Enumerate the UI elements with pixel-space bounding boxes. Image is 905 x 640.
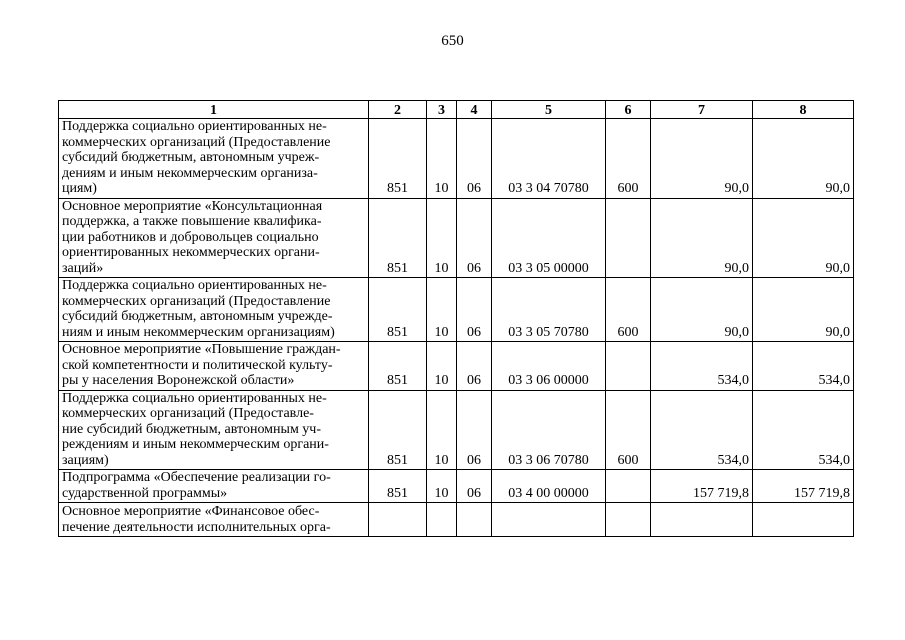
cell-expense-type: [606, 503, 651, 537]
cell-section: 10: [427, 342, 457, 391]
desc-line: поддержка, а также повышение квалифика-: [62, 214, 322, 229]
cell-amount-7: 157 719,8: [651, 470, 753, 503]
cell-subsection: 06: [457, 342, 492, 391]
desc-line: Подпрограмма «Обеспечение реализации го-: [62, 470, 331, 485]
desc-line: ориентированных некоммерческих органи-: [62, 245, 320, 260]
cell-subsection: [457, 503, 492, 537]
cell-subsection: 06: [457, 278, 492, 342]
row-description: [59, 198, 369, 278]
desc-line: дениям и иным некоммерческим организа-: [62, 165, 318, 181]
cell-target-article: 03 3 04 70780: [492, 119, 606, 199]
desc-line: Поддержка социально ориентированных не-: [62, 390, 327, 406]
cell-amount-8: [753, 503, 854, 537]
desc-line: субсидий бюджетным, автономным учреж-: [62, 150, 320, 165]
table-row: [59, 198, 854, 278]
row-description: [59, 503, 369, 537]
cell-section: 10: [427, 390, 457, 470]
cell-ministry-code: 851: [369, 390, 427, 470]
table-row: [59, 119, 854, 199]
budget-table: [58, 100, 854, 537]
desc-line: коммерческих организаций (Предоставление: [62, 134, 331, 150]
desc-line: ние субсидий бюджетным, автономным уч-: [62, 421, 322, 437]
page-number: 650: [441, 33, 464, 49]
cell-expense-type: 600: [606, 278, 651, 342]
desc-line: субсидий бюджетным, автономным учрежде-: [62, 309, 333, 324]
row-description: [59, 278, 369, 342]
cell-expense-type: [606, 470, 651, 503]
cell-amount-7: 534,0: [651, 390, 753, 470]
header-col-1: 1: [59, 101, 369, 119]
cell-amount-7: 90,0: [651, 278, 753, 342]
desc-line: ской компетентности и политической культу-: [62, 357, 333, 373]
cell-target-article: 03 3 05 00000: [492, 198, 606, 278]
cell-subsection: 06: [457, 390, 492, 470]
cell-section: 10: [427, 278, 457, 342]
header-col-2: 2: [369, 101, 427, 119]
cell-amount-8: 90,0: [753, 198, 854, 278]
desc-line: заций»: [62, 260, 104, 276]
desc-line: коммерческих организаций (Предоставле-: [62, 406, 314, 421]
cell-amount-8: 90,0: [753, 119, 854, 199]
cell-amount-8: 90,0: [753, 278, 854, 342]
desc-line: Поддержка социально ориентированных не-: [62, 278, 327, 293]
cell-section: 10: [427, 470, 457, 503]
cell-subsection: 06: [457, 119, 492, 199]
row-description: [59, 390, 369, 470]
cell-expense-type: 600: [606, 119, 651, 199]
cell-ministry-code: 851: [369, 119, 427, 199]
table-row: [59, 503, 854, 537]
desc-line: циям): [62, 181, 97, 196]
cell-subsection: 06: [457, 470, 492, 503]
cell-section: 10: [427, 198, 457, 278]
header-col-5: 5: [492, 101, 606, 119]
desc-line: Основное мероприятие «Консультационная: [62, 198, 323, 214]
cell-ministry-code: 851: [369, 342, 427, 391]
cell-ministry-code: 851: [369, 198, 427, 278]
table-row: [59, 470, 854, 503]
row-description: [59, 119, 369, 199]
cell-expense-type: [606, 198, 651, 278]
cell-target-article: 03 3 05 70780: [492, 278, 606, 342]
cell-subsection: 06: [457, 198, 492, 278]
cell-ministry-code: [369, 503, 427, 537]
desc-line: сударственной программы»: [62, 485, 228, 501]
desc-line: реждениям и иным некоммерческим органи-: [62, 437, 329, 452]
cell-amount-8: 157 719,8: [753, 470, 854, 503]
header-col-4: 4: [457, 101, 492, 119]
table-row: [59, 390, 854, 470]
desc-line: зациям): [62, 452, 109, 468]
cell-ministry-code: 851: [369, 278, 427, 342]
header-row: [59, 101, 854, 119]
cell-target-article: 03 3 06 70780: [492, 390, 606, 470]
row-description: [59, 470, 369, 503]
cell-expense-type: 600: [606, 390, 651, 470]
header-col-7: 7: [651, 101, 753, 119]
cell-target-article: 03 3 06 00000: [492, 342, 606, 391]
row-description: [59, 342, 369, 391]
cell-target-article: [492, 503, 606, 537]
cell-section: [427, 503, 457, 537]
table-row: [59, 278, 854, 342]
header-col-6: 6: [606, 101, 651, 119]
cell-amount-7: 90,0: [651, 198, 753, 278]
cell-amount-7: 90,0: [651, 119, 753, 199]
desc-line: печение деятельности исполнительных орга-: [62, 519, 331, 535]
cell-section: 10: [427, 119, 457, 199]
header-col-8: 8: [753, 101, 854, 119]
table-row: [59, 342, 854, 391]
desc-line: Поддержка социально ориентированных не-: [62, 119, 327, 134]
header-col-3: 3: [427, 101, 457, 119]
cell-amount-8: 534,0: [753, 390, 854, 470]
cell-ministry-code: 851: [369, 470, 427, 503]
cell-amount-8: 534,0: [753, 342, 854, 391]
desc-line: коммерческих организаций (Предоставление: [62, 293, 331, 309]
desc-line: ции работников и добровольцев социально: [62, 229, 319, 245]
cell-amount-7: [651, 503, 753, 537]
desc-line: Основное мероприятие «Повышение граждан-: [62, 342, 341, 357]
desc-line: ниям и иным некоммерческим организациям): [62, 324, 335, 340]
cell-amount-7: 534,0: [651, 342, 753, 391]
desc-line: Основное мероприятие «Финансовое обес-: [62, 504, 320, 519]
cell-target-article: 03 4 00 00000: [492, 470, 606, 503]
cell-expense-type: [606, 342, 651, 391]
desc-line: ры у населения Воронежской области»: [62, 373, 295, 388]
